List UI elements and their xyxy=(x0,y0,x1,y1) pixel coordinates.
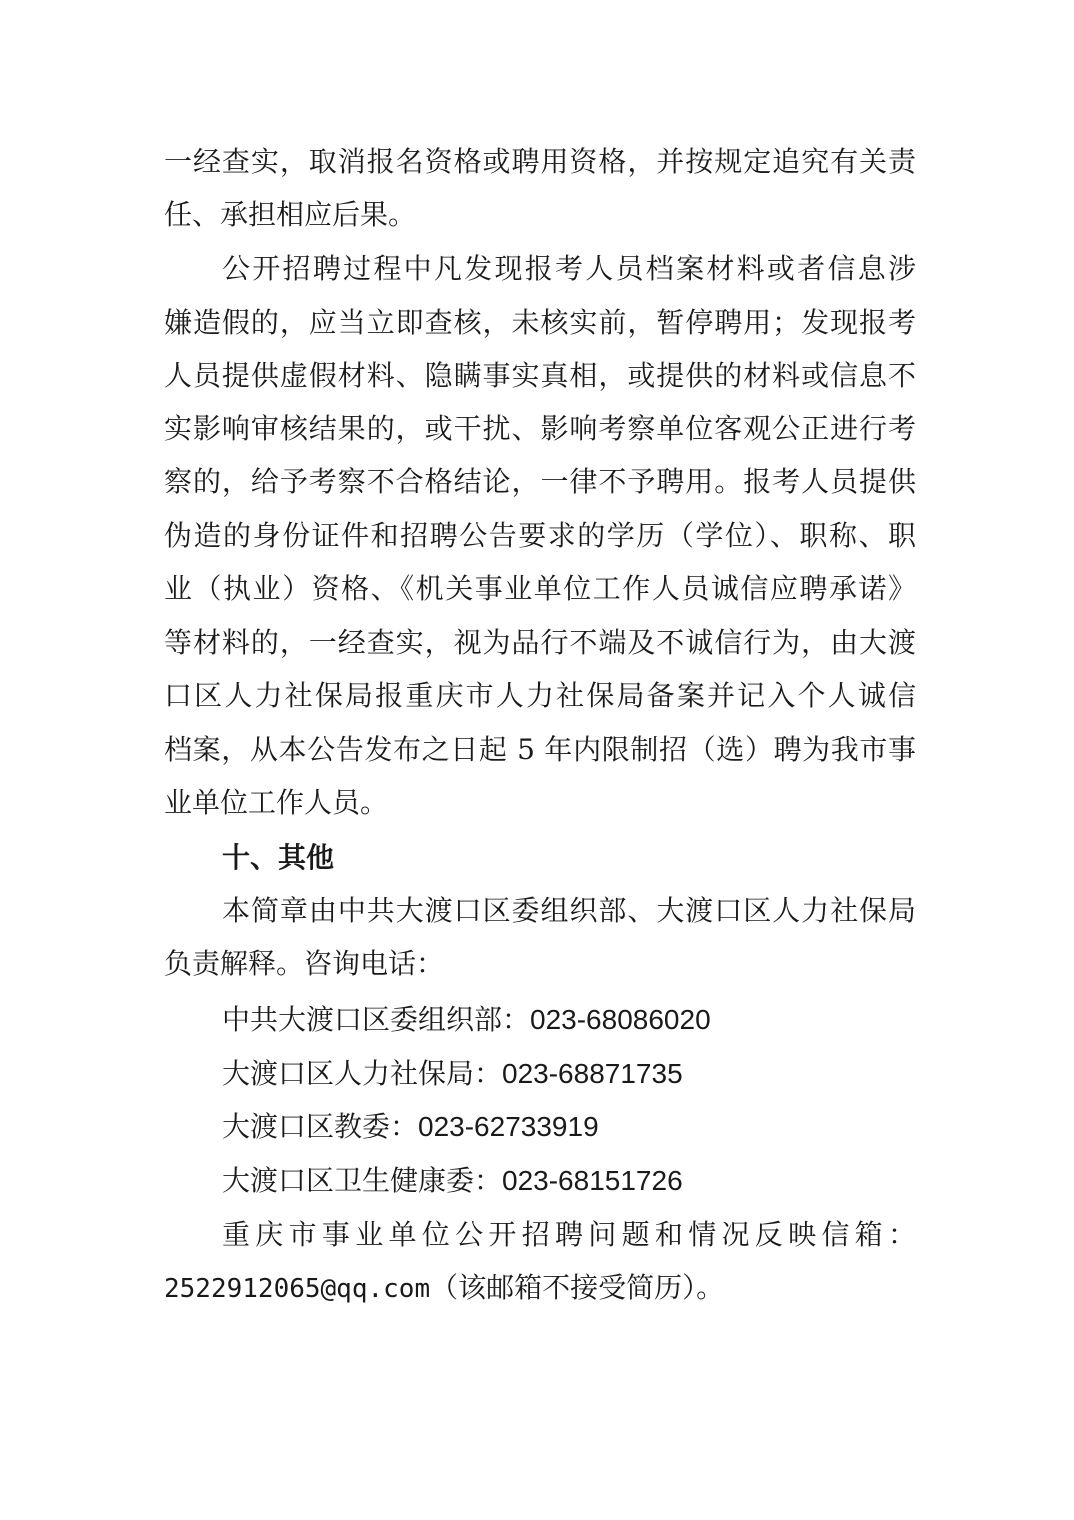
paragraph-2-line-10: 档案，从本公告发布之日起 5 年内限制招（选）聘为我市事 xyxy=(164,733,916,766)
contact-org-name: 大渡口区卫生健康委： xyxy=(222,1164,503,1197)
mailbox-email: 2522912065@qq.com xyxy=(164,1274,431,1304)
mailbox-label: 重庆市事业单位公开招聘问题和情况反映信箱： xyxy=(222,1218,916,1251)
paragraph-2-line-8: 等材料的，一经查实，视为品行不端及不诚信行为，由大渡 xyxy=(164,626,916,659)
mailbox-note: （该邮箱不接受简历）。 xyxy=(430,1271,725,1304)
paragraph-1-line-2: 任、承担相应后果。 xyxy=(164,198,417,231)
paragraph-2-line-3: 人员提供虚假材料、隐瞒事实真相，或提供的材料或信息不 xyxy=(164,359,916,392)
contact-health-committee xyxy=(222,1161,916,1201)
mailbox-line xyxy=(164,1268,916,1308)
contact-org-name: 大渡口区人力社保局： xyxy=(222,1057,503,1090)
contact-phone: 023-68151726 xyxy=(502,1165,683,1196)
paragraph-2-line-7: 业（执业）资格、《机关事业单位工作人员诚信应聘承诺》 xyxy=(164,572,916,605)
paragraph-2-line-9: 口区人力社保局报重庆市人力社保局备案并记入个人诚信 xyxy=(164,679,916,712)
section-heading-other: 十、其他 xyxy=(222,841,335,874)
paragraph-2-line-2: 嫌造假的，应当立即查核，未核实前，暂停聘用；发现报考 xyxy=(164,306,916,339)
contact-org-dept xyxy=(222,1000,916,1040)
paragraph-2-line-1: 公开招聘过程中凡发现报考人员档案材料或者信息涉 xyxy=(222,252,916,285)
paragraph-2-line-5: 察的，给予考察不合格结论，一律不予聘用。报考人员提供 xyxy=(164,465,916,498)
paragraph-2-line-4: 实影响审核结果的，或干扰、影响考察单位客观公正进行考 xyxy=(164,412,916,445)
contact-hr-bureau xyxy=(222,1054,916,1094)
contact-phone: 023-68871735 xyxy=(502,1058,683,1089)
explain-line-2: 负责解释。咨询电话： xyxy=(164,947,445,980)
paragraph-2-line-6: 伪造的身份证件和招聘公告要求的学历（学位）、职称、职 xyxy=(164,519,916,552)
explain-line-1: 本简章由中共大渡口区委组织部、大渡口区人力社保局 xyxy=(222,894,916,927)
contact-phone: 023-62733919 xyxy=(418,1111,599,1142)
paragraph-2-line-11: 业单位工作人员。 xyxy=(164,786,389,819)
contact-org-name: 中共大渡口区委组织部： xyxy=(222,1003,531,1036)
contact-phone: 023-68086020 xyxy=(530,1004,711,1035)
paragraph-1-line-1: 一经查实，取消报名资格或聘用资格，并按规定追究有关责 xyxy=(164,145,916,178)
contact-education-committee xyxy=(222,1107,916,1147)
contact-org-name: 大渡口区教委： xyxy=(222,1110,419,1143)
